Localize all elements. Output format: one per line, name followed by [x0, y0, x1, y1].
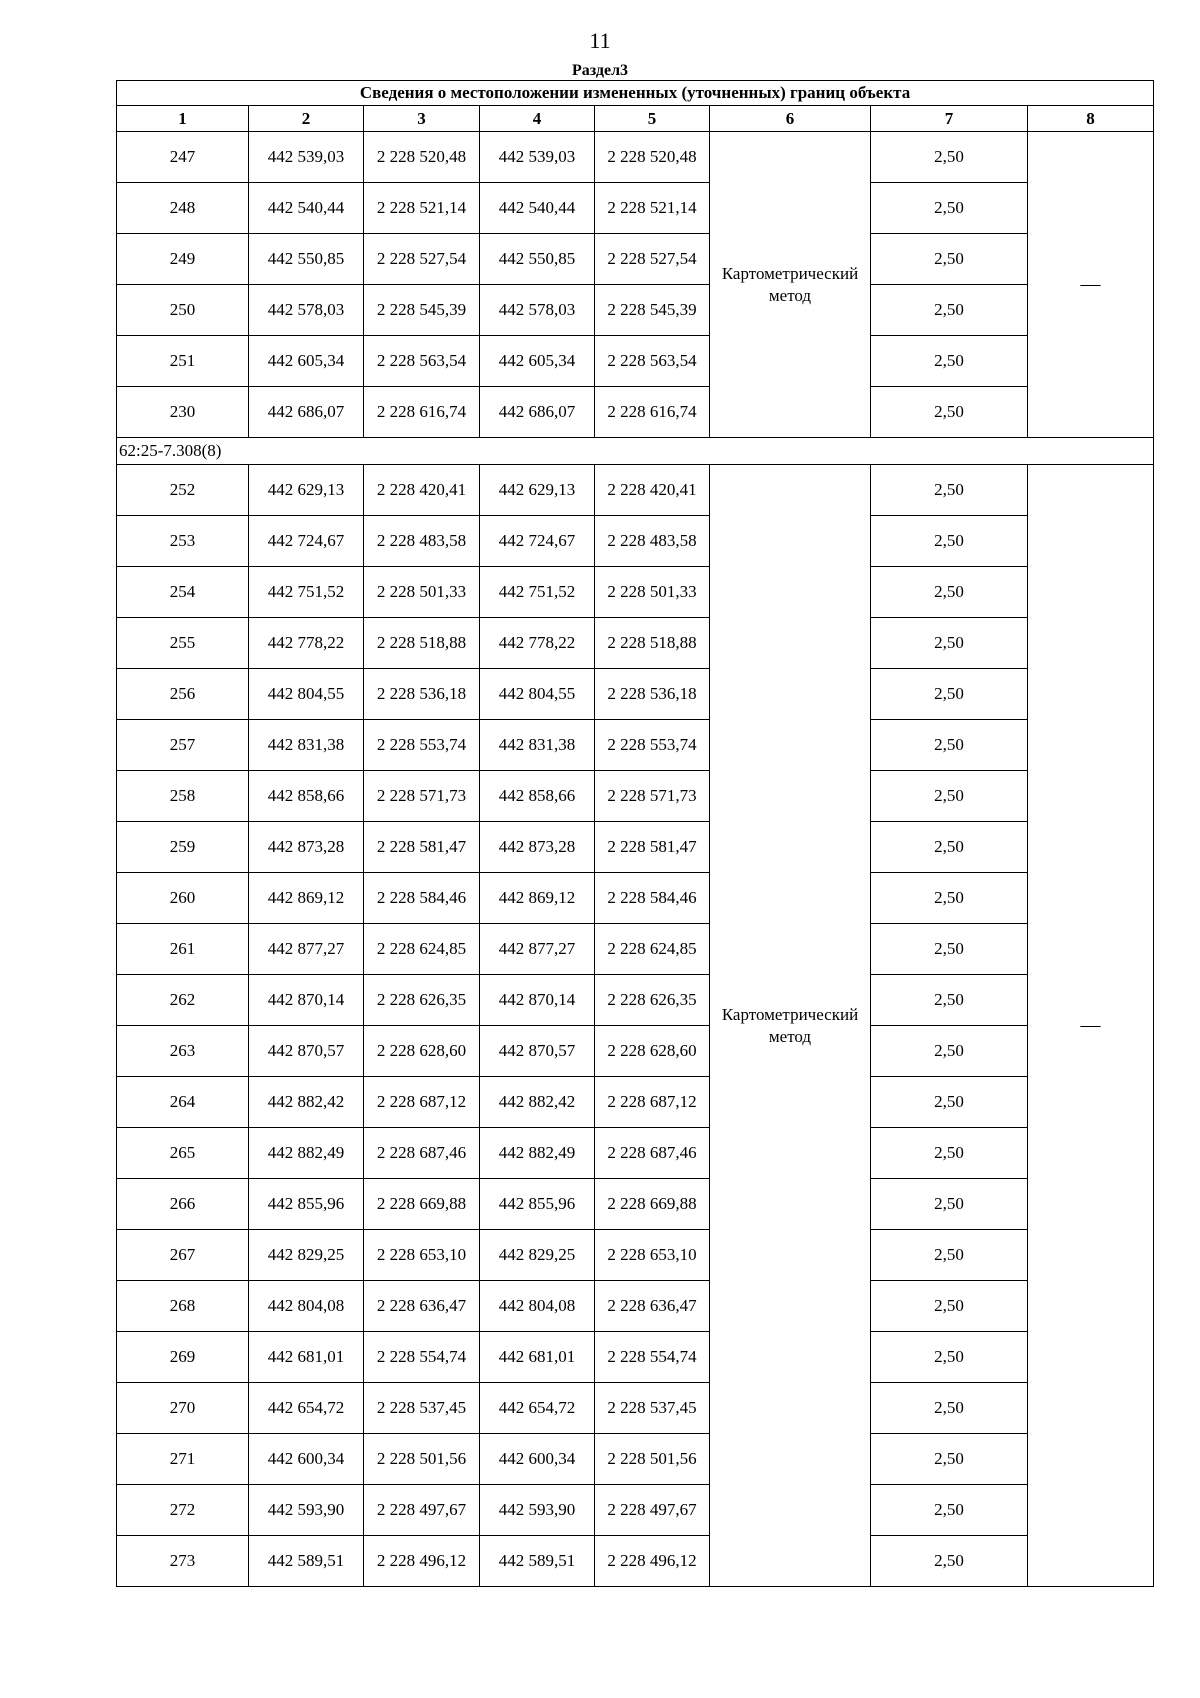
y-existing: 2 228 501,33 — [364, 567, 480, 618]
y-new: 2 228 527,54 — [595, 234, 710, 285]
y-new: 2 228 628,60 — [595, 1026, 710, 1077]
y-new: 2 228 571,73 — [595, 771, 710, 822]
y-new: 2 228 687,46 — [595, 1128, 710, 1179]
point-id: 248 — [117, 183, 249, 234]
accuracy: 2,50 — [871, 1230, 1028, 1281]
x-existing: 442 829,25 — [249, 1230, 364, 1281]
accuracy: 2,50 — [871, 618, 1028, 669]
y-existing: 2 228 521,14 — [364, 183, 480, 234]
y-existing: 2 228 563,54 — [364, 336, 480, 387]
column-header: 5 — [595, 106, 710, 132]
x-new: 442 681,01 — [480, 1332, 595, 1383]
table-row — [117, 183, 1154, 234]
y-existing: 2 228 687,12 — [364, 1077, 480, 1128]
x-existing: 442 539,03 — [249, 132, 364, 183]
table-row — [117, 1128, 1154, 1179]
y-existing: 2 228 518,88 — [364, 618, 480, 669]
y-existing: 2 228 616,74 — [364, 387, 480, 438]
table-row — [117, 1179, 1154, 1230]
method-cell: Картометрический метод — [710, 465, 871, 1587]
point-id: 271 — [117, 1434, 249, 1485]
table-row — [117, 1536, 1154, 1587]
accuracy: 2,50 — [871, 924, 1028, 975]
x-existing: 442 873,28 — [249, 822, 364, 873]
y-new: 2 228 521,14 — [595, 183, 710, 234]
x-new: 442 578,03 — [480, 285, 595, 336]
column-header: 7 — [871, 106, 1028, 132]
y-new: 2 228 518,88 — [595, 618, 710, 669]
x-new: 442 751,52 — [480, 567, 595, 618]
table-row — [117, 822, 1154, 873]
point-id: 255 — [117, 618, 249, 669]
x-new: 442 829,25 — [480, 1230, 595, 1281]
y-new: 2 228 501,56 — [595, 1434, 710, 1485]
x-existing: 442 654,72 — [249, 1383, 364, 1434]
point-id: 268 — [117, 1281, 249, 1332]
x-new: 442 877,27 — [480, 924, 595, 975]
y-new: 2 228 420,41 — [595, 465, 710, 516]
table-row — [117, 516, 1154, 567]
x-new: 442 686,07 — [480, 387, 595, 438]
point-id: 267 — [117, 1230, 249, 1281]
accuracy: 2,50 — [871, 285, 1028, 336]
accuracy: 2,50 — [871, 183, 1028, 234]
y-new: 2 228 553,74 — [595, 720, 710, 771]
y-new: 2 228 520,48 — [595, 132, 710, 183]
table-row — [117, 975, 1154, 1026]
y-new: 2 228 501,33 — [595, 567, 710, 618]
accuracy: 2,50 — [871, 771, 1028, 822]
y-new: 2 228 687,12 — [595, 1077, 710, 1128]
x-existing: 442 724,67 — [249, 516, 364, 567]
y-new: 2 228 497,67 — [595, 1485, 710, 1536]
table-row — [117, 234, 1154, 285]
accuracy: 2,50 — [871, 387, 1028, 438]
x-new: 442 550,85 — [480, 234, 595, 285]
y-existing: 2 228 581,47 — [364, 822, 480, 873]
x-new: 442 804,08 — [480, 1281, 595, 1332]
table-row — [117, 669, 1154, 720]
table-row — [117, 1281, 1154, 1332]
y-existing: 2 228 653,10 — [364, 1230, 480, 1281]
y-existing: 2 228 624,85 — [364, 924, 480, 975]
table-row — [117, 1026, 1154, 1077]
x-new: 442 629,13 — [480, 465, 595, 516]
x-existing: 442 858,66 — [249, 771, 364, 822]
table-row — [117, 720, 1154, 771]
table-row — [117, 924, 1154, 975]
point-id: 273 — [117, 1536, 249, 1587]
accuracy: 2,50 — [871, 336, 1028, 387]
y-existing: 2 228 501,56 — [364, 1434, 480, 1485]
point-id: 250 — [117, 285, 249, 336]
accuracy: 2,50 — [871, 1383, 1028, 1434]
point-id: 262 — [117, 975, 249, 1026]
y-existing: 2 228 628,60 — [364, 1026, 480, 1077]
y-existing: 2 228 496,12 — [364, 1536, 480, 1587]
y-existing: 2 228 536,18 — [364, 669, 480, 720]
table-row — [117, 1383, 1154, 1434]
y-existing: 2 228 584,46 — [364, 873, 480, 924]
x-existing: 442 804,55 — [249, 669, 364, 720]
x-new: 442 778,22 — [480, 618, 595, 669]
y-new: 2 228 496,12 — [595, 1536, 710, 1587]
accuracy: 2,50 — [871, 1536, 1028, 1587]
x-existing: 442 629,13 — [249, 465, 364, 516]
x-existing: 442 686,07 — [249, 387, 364, 438]
x-existing: 442 605,34 — [249, 336, 364, 387]
x-new: 442 831,38 — [480, 720, 595, 771]
accuracy: 2,50 — [871, 1179, 1028, 1230]
point-id: 265 — [117, 1128, 249, 1179]
x-new: 442 869,12 — [480, 873, 595, 924]
y-new: 2 228 537,45 — [595, 1383, 710, 1434]
method-cell: Картометрический метод — [710, 132, 871, 438]
y-new: 2 228 636,47 — [595, 1281, 710, 1332]
accuracy: 2,50 — [871, 1128, 1028, 1179]
point-id: 254 — [117, 567, 249, 618]
accuracy: 2,50 — [871, 1485, 1028, 1536]
x-existing: 442 589,51 — [249, 1536, 364, 1587]
x-existing: 442 882,42 — [249, 1077, 364, 1128]
group-label-row — [117, 438, 1154, 465]
accuracy: 2,50 — [871, 1077, 1028, 1128]
column-header: 6 — [710, 106, 871, 132]
x-new: 442 589,51 — [480, 1536, 595, 1587]
y-new: 2 228 626,35 — [595, 975, 710, 1026]
table-row — [117, 873, 1154, 924]
table-row — [117, 1230, 1154, 1281]
column-8-cell: — — [1028, 465, 1154, 1587]
x-existing: 442 804,08 — [249, 1281, 364, 1332]
point-id: 247 — [117, 132, 249, 183]
accuracy: 2,50 — [871, 975, 1028, 1026]
x-existing: 442 877,27 — [249, 924, 364, 975]
point-id: 252 — [117, 465, 249, 516]
accuracy: 2,50 — [871, 822, 1028, 873]
table-row — [117, 1485, 1154, 1536]
column-header: 8 — [1028, 106, 1154, 132]
y-existing: 2 228 687,46 — [364, 1128, 480, 1179]
column-header: 3 — [364, 106, 480, 132]
x-new: 442 870,57 — [480, 1026, 595, 1077]
point-id: 230 — [117, 387, 249, 438]
accuracy: 2,50 — [871, 1332, 1028, 1383]
y-existing: 2 228 537,45 — [364, 1383, 480, 1434]
x-existing: 442 778,22 — [249, 618, 364, 669]
x-new: 442 593,90 — [480, 1485, 595, 1536]
point-id: 260 — [117, 873, 249, 924]
point-id: 258 — [117, 771, 249, 822]
x-existing: 442 600,34 — [249, 1434, 364, 1485]
point-id: 256 — [117, 669, 249, 720]
table-row — [117, 465, 1154, 516]
x-new: 442 882,42 — [480, 1077, 595, 1128]
column-8-cell: — — [1028, 132, 1154, 438]
x-existing: 442 593,90 — [249, 1485, 364, 1536]
accuracy: 2,50 — [871, 873, 1028, 924]
y-new: 2 228 536,18 — [595, 669, 710, 720]
x-new: 442 870,14 — [480, 975, 595, 1026]
accuracy: 2,50 — [871, 234, 1028, 285]
accuracy: 2,50 — [871, 1281, 1028, 1332]
y-new: 2 228 545,39 — [595, 285, 710, 336]
point-id: 259 — [117, 822, 249, 873]
x-existing: 442 550,85 — [249, 234, 364, 285]
y-new: 2 228 584,46 — [595, 873, 710, 924]
x-existing: 442 681,01 — [249, 1332, 364, 1383]
accuracy: 2,50 — [871, 669, 1028, 720]
y-new: 2 228 483,58 — [595, 516, 710, 567]
y-existing: 2 228 527,54 — [364, 234, 480, 285]
column-header: 4 — [480, 106, 595, 132]
point-id: 266 — [117, 1179, 249, 1230]
y-existing: 2 228 571,73 — [364, 771, 480, 822]
x-existing: 442 855,96 — [249, 1179, 364, 1230]
y-existing: 2 228 497,67 — [364, 1485, 480, 1536]
x-new: 442 654,72 — [480, 1383, 595, 1434]
point-id: 272 — [117, 1485, 249, 1536]
table-row — [117, 1332, 1154, 1383]
table-caption-row — [117, 81, 1154, 106]
x-existing: 442 870,57 — [249, 1026, 364, 1077]
x-new: 442 882,49 — [480, 1128, 595, 1179]
section-title: Раздел3 — [571, 62, 629, 79]
accuracy: 2,50 — [871, 465, 1028, 516]
accuracy: 2,50 — [871, 720, 1028, 771]
x-new: 442 873,28 — [480, 822, 595, 873]
y-new: 2 228 669,88 — [595, 1179, 710, 1230]
table-row — [117, 1434, 1154, 1485]
accuracy: 2,50 — [871, 516, 1028, 567]
y-existing: 2 228 520,48 — [364, 132, 480, 183]
point-id: 251 — [117, 336, 249, 387]
table-row — [117, 618, 1154, 669]
x-new: 442 600,34 — [480, 1434, 595, 1485]
x-new: 442 539,03 — [480, 132, 595, 183]
y-new: 2 228 616,74 — [595, 387, 710, 438]
point-id: 261 — [117, 924, 249, 975]
y-existing: 2 228 420,41 — [364, 465, 480, 516]
accuracy: 2,50 — [871, 1026, 1028, 1077]
point-id: 253 — [117, 516, 249, 567]
point-id: 257 — [117, 720, 249, 771]
y-existing: 2 228 669,88 — [364, 1179, 480, 1230]
column-header: 1 — [117, 106, 249, 132]
x-new: 442 804,55 — [480, 669, 595, 720]
y-existing: 2 228 636,47 — [364, 1281, 480, 1332]
x-existing: 442 751,52 — [249, 567, 364, 618]
point-id: 249 — [117, 234, 249, 285]
table-row — [117, 387, 1154, 438]
y-new: 2 228 581,47 — [595, 822, 710, 873]
point-id: 264 — [117, 1077, 249, 1128]
point-id: 270 — [117, 1383, 249, 1434]
y-new: 2 228 563,54 — [595, 336, 710, 387]
table-row — [117, 567, 1154, 618]
x-new: 442 855,96 — [480, 1179, 595, 1230]
accuracy: 2,50 — [871, 1434, 1028, 1485]
x-new: 442 540,44 — [480, 183, 595, 234]
point-id: 269 — [117, 1332, 249, 1383]
table-row — [117, 285, 1154, 336]
x-existing: 442 869,12 — [249, 873, 364, 924]
y-new: 2 228 624,85 — [595, 924, 710, 975]
y-existing: 2 228 626,35 — [364, 975, 480, 1026]
y-existing: 2 228 554,74 — [364, 1332, 480, 1383]
table-header-row — [117, 106, 1154, 132]
x-existing: 442 540,44 — [249, 183, 364, 234]
table-row — [117, 336, 1154, 387]
x-new: 442 858,66 — [480, 771, 595, 822]
y-existing: 2 228 483,58 — [364, 516, 480, 567]
parcel-number: 62:25-7.308(8) — [117, 438, 1154, 465]
page-number: 11 — [589, 28, 611, 53]
point-id: 263 — [117, 1026, 249, 1077]
table-caption: Сведения о местоположении измененных (уточненных) границ объекта — [117, 81, 1154, 106]
table-row — [117, 132, 1154, 183]
x-new: 442 724,67 — [480, 516, 595, 567]
y-new: 2 228 653,10 — [595, 1230, 710, 1281]
x-existing: 442 882,49 — [249, 1128, 364, 1179]
boundary-table — [116, 80, 1154, 1587]
accuracy: 2,50 — [871, 132, 1028, 183]
y-existing: 2 228 553,74 — [364, 720, 480, 771]
table-row — [117, 771, 1154, 822]
column-header: 2 — [249, 106, 364, 132]
x-existing: 442 831,38 — [249, 720, 364, 771]
x-existing: 442 870,14 — [249, 975, 364, 1026]
table-row — [117, 1077, 1154, 1128]
x-new: 442 605,34 — [480, 336, 595, 387]
x-existing: 442 578,03 — [249, 285, 364, 336]
y-new: 2 228 554,74 — [595, 1332, 710, 1383]
y-existing: 2 228 545,39 — [364, 285, 480, 336]
accuracy: 2,50 — [871, 567, 1028, 618]
